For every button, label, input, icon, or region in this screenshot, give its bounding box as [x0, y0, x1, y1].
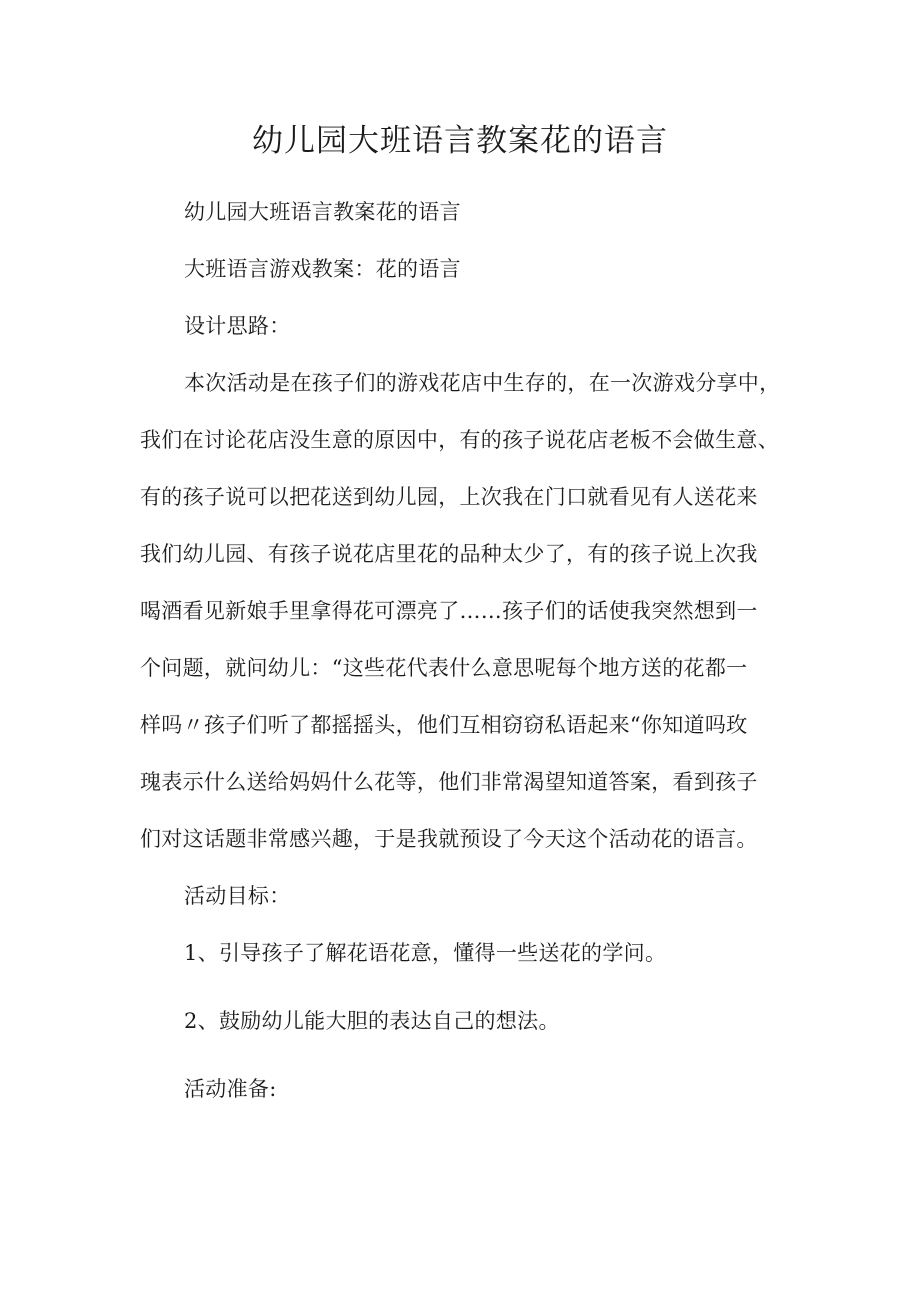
document-title: 幼儿园大班语言教案花的语言: [252, 123, 668, 159]
section-heading-goals: 活动目标：: [184, 884, 291, 908]
paragraph-line: 样吗〃孩子们听了都摇摇头，他们互相窃窃私语起来“你知道吗玫: [140, 713, 748, 737]
paragraph-line: 喝酒看见新娘手里拿得花可漂亮了……孩子们的话使我突然想到一: [140, 599, 758, 623]
paragraph-line: 个问题，就问幼儿：“这些花代表什么意思呢每个地方送的花都一: [140, 656, 748, 680]
section-heading-design: 设计思路：: [184, 314, 291, 338]
section-heading-preparation: 活动准备:: [184, 1077, 277, 1101]
paragraph-line: 我们幼儿园、有孩子说花店里花的品种太少了，有的孩子说上次我: [140, 542, 758, 566]
paragraph-line: 们对这话题非常感兴趣，于是我就预设了今天这个活动花的语言。: [140, 827, 758, 851]
subtitle-line: 幼儿园大班语言教案花的语言: [184, 200, 461, 224]
goal-item-2: 2、鼓励幼儿能大胆的表达自己的想法。: [184, 1009, 560, 1033]
paragraph-line: 我们在讨论花店没生意的原因中，有的孩子说花店老板不会做生意、: [140, 428, 779, 452]
lesson-name-line: 大班语言游戏教案：花的语言: [184, 257, 461, 281]
paragraph-line: 有的孩子说可以把花送到幼儿园，上次我在门口就看见有人送花来: [140, 485, 758, 509]
goal-item-1: 1、引导孩子了解花语花意，懂得一些送花的学问。: [184, 941, 667, 965]
paragraph-line: 瑰表示什么送给妈妈什么花等，他们非常渴望知道答案，看到孩子: [140, 770, 758, 794]
paragraph-line: 本次活动是在孩子们的游戏花店中生存的，在一次游戏分享中，: [184, 371, 781, 395]
